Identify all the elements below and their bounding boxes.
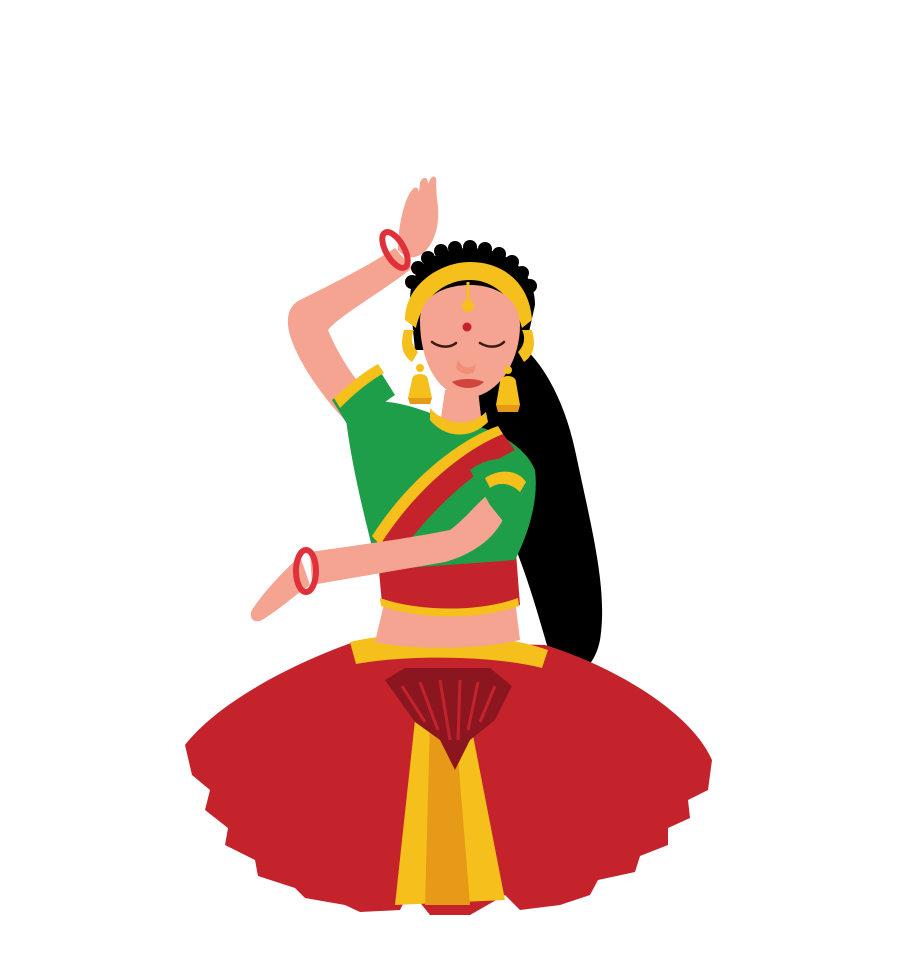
maang-tikka — [462, 300, 474, 312]
left-earring — [408, 364, 432, 404]
bindi — [463, 323, 472, 332]
